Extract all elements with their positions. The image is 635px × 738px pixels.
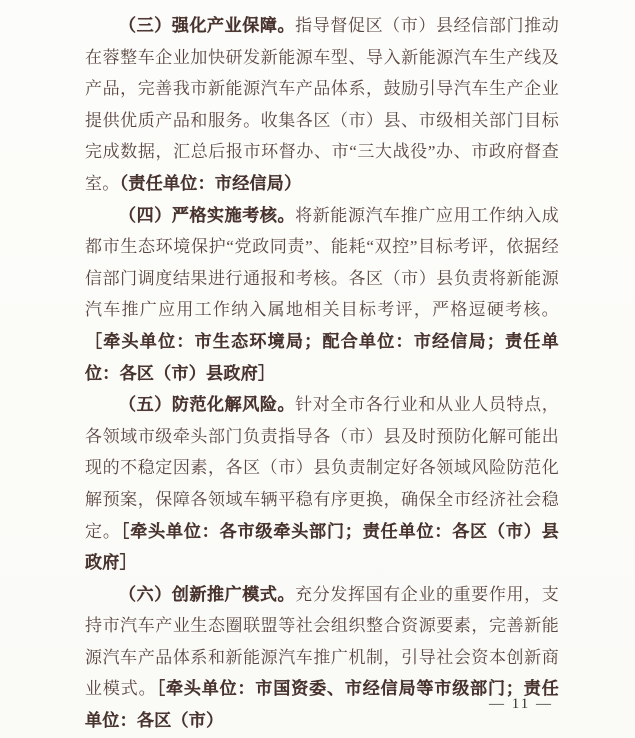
paragraph-section-3 — [85, 10, 559, 200]
section-6-responsibility-note: ［牵头单位：市国资委、市经信局等市级部门；责任单位：各区（市） — [85, 679, 559, 731]
section-6-heading: （六）创新推广模式。 — [119, 584, 296, 604]
section-4-responsibility-note: ［牵头单位：市生态环境局；配合单位：市经信局；责任单位：各区（市）县政府］ — [85, 331, 559, 383]
paragraph-section-4 — [85, 200, 559, 390]
section-3-heading: （三）强化产业保障。 — [119, 16, 296, 35]
section-3-body-text: 指导督促区（市）县经信部门推动在蓉整车企业加快研发新能源车型、导入新能源汽车生产线及产品，完善我市新能源汽车产品体系，鼓励引导汽车生产企业提供优质产品和服务。收集各区（市）县、市级相关部门目标完成数据，汇总后报市环督办、市“三大战役”办、市政府督查室。 — [85, 16, 559, 193]
document-body — [85, 10, 559, 737]
section-3-responsibility-note: （责任单位：市经信局） — [119, 173, 302, 193]
section-5-heading: （五）防范化解风险。 — [119, 395, 296, 415]
paragraph-section-5 — [85, 389, 559, 579]
section-5-responsibility-note: ［牵头单位：各市级牵头部门；责任单位：各区（市）县政府］ — [85, 521, 560, 573]
section-5-body-text: 针对全市各行业和从业人员特点，各领域市级牵头部门负责指导各（市）县及时预防化解可能出现的不稳定因素，各区（市）县负责制定好各领域风险防范化解预案，保障各领域车辆平稳有序更换，确保全市经济社会稳定。 — [85, 395, 559, 541]
section-6-body-text: 充分发挥国有企业的重要作用，支持市汽车产业生态圈联盟等社会组织整合资源要素，完善新能源汽车产品体系和新能源汽车推广机制，引导社会资本创新商业模式。 — [85, 584, 559, 699]
section-4-body-text: 将新能源汽车推广应用工作纳入成都市生态环境保护“党政同责”、能耗“双控”目标考评，依据经信部门调度结果进行通报和考核。各区（市）县负责将新能源汽车推广应用工作纳入属地相关目标考评，严格逗硬考核。 — [85, 205, 559, 320]
page-number: — 11 — — [489, 696, 553, 712]
section-4-heading: （四）严格实施考核。 — [119, 205, 296, 225]
